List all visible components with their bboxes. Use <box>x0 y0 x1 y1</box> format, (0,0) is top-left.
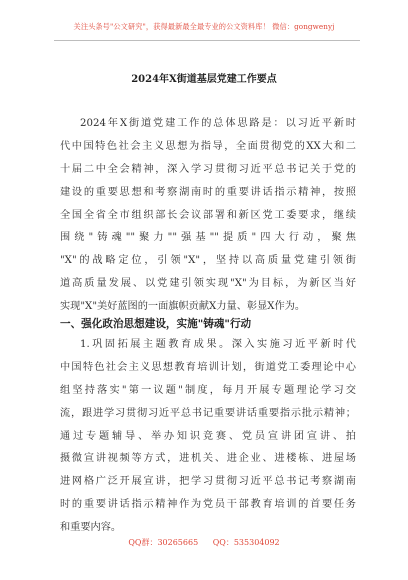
paragraph-line: 2024年X街道党建工作的总体思路是：以习近平新时 <box>80 118 356 129</box>
paragraph-line: 实现"X"美好蓝图的一面旗帜贡献X力量、彰显X作为。 <box>60 301 306 313</box>
paragraph-line: 组坚持落实"第一议题"制度，每月开展专题理论学习交 <box>60 384 356 396</box>
paragraph-line: 和重要内容。 <box>60 522 122 534</box>
paragraph-line: 通过专题辅导、举办知识竞赛、党员宣讲团宣讲、拍 <box>60 430 356 442</box>
document-title: 2024年X街道基层党建工作要点 <box>131 74 277 85</box>
paragraph-line: 摄微宣讲视频等方式，进机关、进企业、进楼栋、进屋场 <box>60 453 356 465</box>
paragraph-line: 全国全省全市组织部长会议部署和新区党工委要求，继续 <box>60 209 356 221</box>
paragraph-line: 中国特色社会主义思想教育培训计划，街道党工委理论中心 <box>60 361 356 373</box>
paragraph-line: 流，跟进学习贯彻习近平总书记重要讲话重要指示批示精神； <box>60 407 356 419</box>
header-promo-note: 关注头条号"公文研究"，获得最新最全最专业的公文资料库！ 微信：gongwenyj <box>73 22 335 31</box>
qq-group-number: QQ群：30265665 <box>128 538 199 547</box>
paragraph-line: 建设的重要思想和考察湖南时的重要讲话指示精神，按照 <box>60 186 356 198</box>
paragraph-line: 代中国特色社会主义思想为指导，全面贯彻党的XX大和二 <box>60 140 356 152</box>
paragraph-line: 时的重要讲话指示精神作为党员干部教育培训的首要任务 <box>60 499 356 511</box>
section-heading: 一、强化政治思想建设，实施"铸魂"行动 <box>60 318 252 330</box>
paragraph-line: 围绕"铸魂""聚力""强基""提质"四大行动，聚焦 <box>60 232 356 244</box>
paragraph-line: 1.巩固拓展主题教育成果。深入实施习近平新时代 <box>80 339 356 350</box>
footer-contacts <box>0 537 408 548</box>
qq-number: QQ：535304092 <box>212 538 280 547</box>
header-divider <box>54 40 360 41</box>
section-1-paragraph <box>60 334 356 540</box>
paragraph-line: 进网格广泛开展宣讲，把学习贯彻习近平总书记考察湖南 <box>60 476 356 488</box>
paragraph-line: 十届二中全会精神，深入学习贯彻习近平总书记关于党的 <box>60 163 356 175</box>
paragraph-line: "X"的战略定位，引领"X"，坚持以高质量党建引领街 <box>60 255 356 267</box>
intro-paragraph <box>60 113 356 319</box>
paragraph-line: 道高质量发展、以党建引领实现"X"为目标，为新区当好 <box>60 278 356 290</box>
